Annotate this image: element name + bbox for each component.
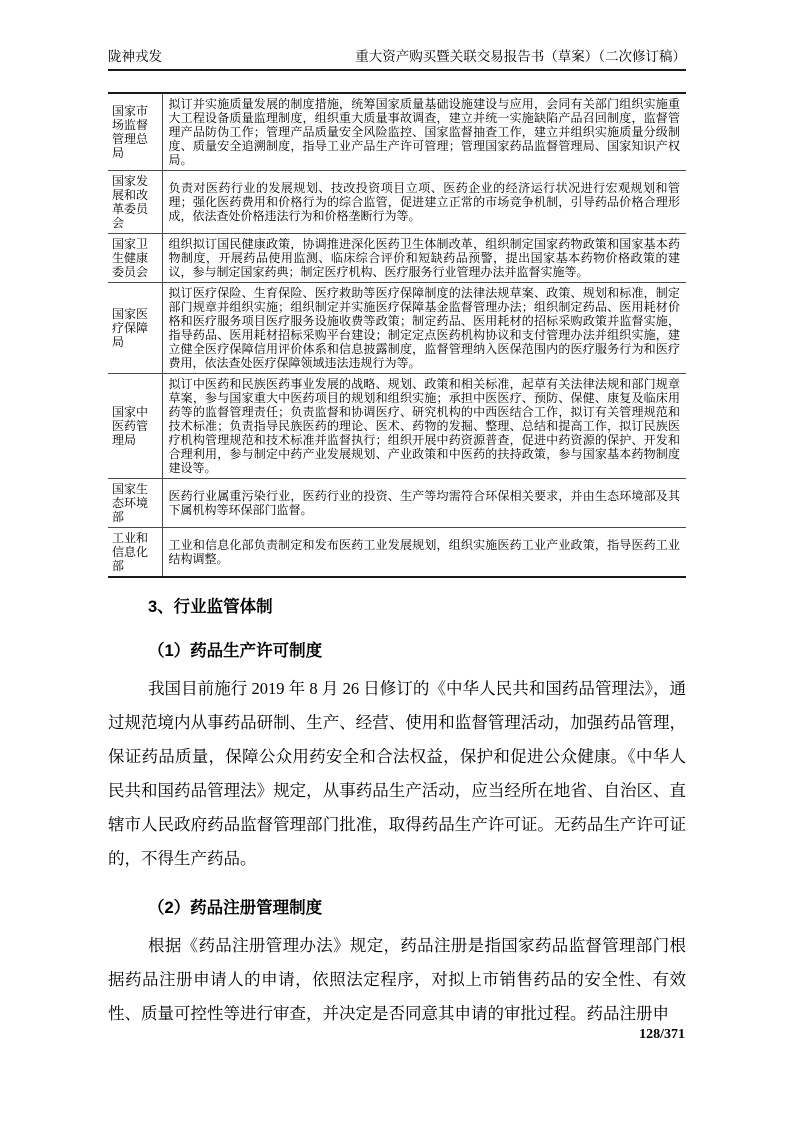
agency-cell: 国家医疗保障局	[108, 283, 162, 374]
agency-cell: 国家卫生健康委员会	[108, 234, 162, 283]
page-content	[108, 0, 686, 1031]
header-left-text: 陇神戎发	[108, 49, 162, 64]
regulators-table	[108, 92, 686, 578]
agency-cell: 国家生态环境部	[108, 479, 162, 528]
page-header	[108, 0, 686, 71]
table-row	[108, 283, 686, 374]
paragraph-drug-registration: 根据《药品注册管理办法》规定，药品注册是指国家药品监督管理部门根据药品注册申请人的申请，依照法定程序，对拟上市销售药品的安全性、有效性、质量可控性等进行审查，并决定是否同意其申请的审批过程。药品注册申	[108, 936, 686, 1023]
table-row	[108, 479, 686, 528]
agency-cell: 国家市场监督管理总局	[108, 93, 162, 171]
duty-cell: 拟订医疗保险、生育保险、医疗救助等医疗保障制度的法律法规草案、政策、规划和标准，制定部门规章并组织实施；组织制定并实施医疗保障基金监督管理办法；组织制定药品、医用耗材价格和医疗服务项目医疗服务设施收费等政策；制定药品、医用耗材的招标采购政策并监督实施，指导药品、医用耗材招标采购平台建设；制定定点医药机构协议和支付管理办法并组织实施，建立健全医疗保障信用评价体系和信息披露制度，监督管理纳入医保范围内的医疗服务行为和医疗费用，依法查处医疗保障领域违法违规行为等。	[162, 283, 686, 374]
duty-cell: 拟订中医药和民族医药事业发展的战略、规划、政策和相关标准，起草有关法律法规和部门规章草案，参与国家重大中医药项目的规划和组织实施；承担中医医疗、预防、保健、康复及临床用药等的监督管理责任；负责监督和协调医疗、研究机构的中西医结合工作，拟订有关管理规范和技术标准；负责指导民族医药的理论、医术、药物的发掘、整理、总结和提高工作，拟订民族医疗机构管理规范和技术标准并监督执行；组织开展中药资源普查，促进中药资源的保护、开发和合理利用，参与制定中药产业发展规划、产业政策和中医药的扶持政策，参与国家基本药物制度建设等。	[162, 374, 686, 479]
agency-cell: 工业和信息化部	[108, 528, 162, 578]
page-number: 128/371	[639, 1027, 685, 1042]
subsection-heading-2: （2）药品注册管理制度	[148, 899, 323, 917]
agency-cell: 国家发展和改革委员会	[108, 171, 162, 234]
table-row	[108, 93, 686, 171]
agency-cell: 国家中医药管理局	[108, 374, 162, 479]
duty-cell: 工业和信息化部负责制定和发布医药工业发展规划，组织实施医药工业产业政策，指导医药工业结构调整。	[162, 528, 686, 578]
duty-cell: 组织拟订国民健康政策，协调推进深化医药卫生体制改革，组织制定国家药物政策和国家基本药物制度，开展药品使用监测、临床综合评价和短缺药品预警，提出国家基本药物价格政策的建议，参与制定国家药典；制定医疗机构、医疗服务行业管理办法并监督实施等。	[162, 234, 686, 283]
table-row	[108, 171, 686, 234]
duty-cell: 拟订并实施质量发展的制度措施，统筹国家质量基础设施建设与应用，会同有关部门组织实施重大工程设备质量监理制度，组织重大质量事故调查，建立并统一实施缺陷产品召回制度，监督管理产品防伪工作；管理产品质量安全风险监控、国家监督抽查工作，建立并组织实施质量分级制度、质量安全追溯制度，指导工业产品生产许可管理；管理国家药品监督管理局、国家知识产权局。	[168, 97, 680, 167]
table-row	[108, 374, 686, 479]
paragraph-drug-production-license: 我国目前施行 2019 年 8 月 26 日修订的《中华人民共和国药品管理法》，通过规范境内从事药品研制、生产、经营、使用和监督管理活动，加强药品管理，保证药品质量，保障公众用药安全和合法权益，保护和促进公众健康。《中华人民共和国药品管理法》规定，从事药品生产活动，应当经所在地省、自治区、直辖市人民政府药品监督管理部门批准，取得药品生产许可证。无药品生产许可证的，不得生产药品。	[108, 679, 686, 868]
duty-cell: 负责对医药行业的发展规划、技改投资项目立项、医药企业的经济运行状况进行宏观规划和管理；强化医药费用和价格行为的综合监管，促进建立正常的市场竞争机制，引导药品价格合理形成，依法查处价格违法行为和价格垄断行为等。	[162, 171, 686, 234]
subsection-heading-1: （1）药品生产许可制度	[148, 642, 323, 660]
header-right-text: 重大资产购买暨关联交易报告书（草案）（二次修订稿）	[355, 49, 686, 64]
table-row	[108, 234, 686, 283]
table-row	[108, 528, 686, 578]
duty-cell: 医药行业属重污染行业，医药行业的投资、生产等均需符合环保相关要求，并由生态环境部及其下属机构等环保部门监督。	[162, 479, 686, 528]
section-heading: 3、行业监管体制	[148, 598, 273, 616]
